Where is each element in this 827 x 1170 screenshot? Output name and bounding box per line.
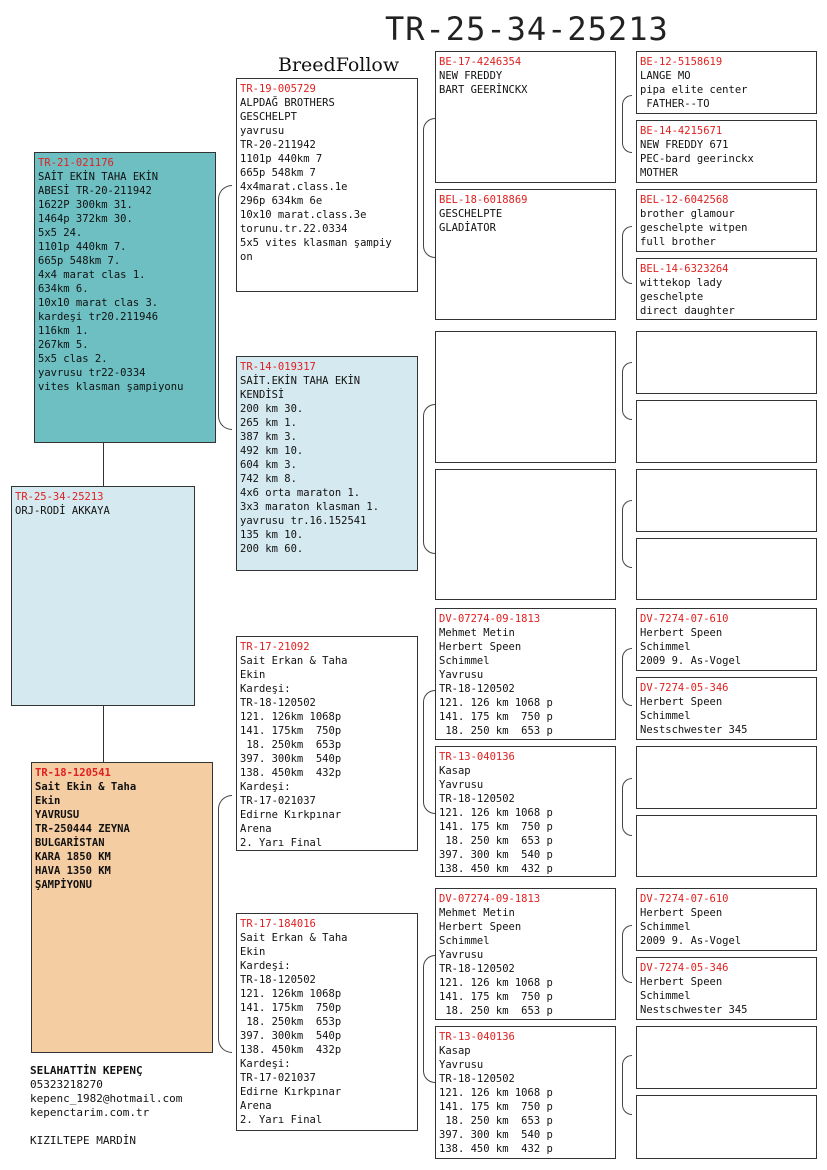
ring-number: DV-7274-05-346	[640, 682, 729, 694]
g4-card-2[interactable]	[636, 120, 817, 183]
info-line: 18. 250 km 653 p	[439, 835, 553, 847]
info-line: TR-18-120502	[439, 1073, 515, 1085]
info-line: PEC-bard geerinckx	[640, 153, 754, 165]
ring-number: TR-13-040136	[439, 1031, 515, 1043]
info-line: Kardeşi:	[240, 1058, 291, 1070]
g3-card-7[interactable]	[435, 888, 616, 1020]
info-line: Sait Ekin & Taha	[35, 781, 137, 793]
info-line: 141. 175 km 750 p	[439, 1101, 553, 1113]
brace-sire-parents	[218, 185, 232, 430]
info-line: 2. Yarı Final	[240, 837, 323, 849]
info-line: 634km 6.	[38, 283, 89, 295]
info-line: TR-18-120502	[240, 697, 316, 709]
g3-card-2[interactable]	[435, 189, 616, 320]
info-line: 18. 250km 653p	[240, 1016, 342, 1028]
ring-number: TR-18-120541	[35, 767, 111, 779]
ring-number: TR-17-184016	[240, 918, 316, 930]
info-line: 200 km 30.	[240, 403, 304, 415]
ring-number: DV-7274-05-346	[640, 962, 729, 974]
info-line: 200 km 60.	[240, 543, 304, 555]
g4-card-14[interactable]	[636, 957, 817, 1020]
info-line: Yavrusu	[439, 779, 484, 791]
info-line: TR-18-120502	[439, 683, 515, 695]
g4-card-6[interactable]	[636, 400, 817, 463]
info-line: Herbert Speen	[640, 696, 723, 708]
ring-number: DV-07274-09-1813	[439, 613, 541, 625]
info-line: brother glamour	[640, 208, 735, 220]
info-line: FATHER--TO	[640, 98, 710, 110]
brace-g3-8	[622, 1055, 632, 1115]
info-line: Arena	[240, 1100, 272, 1112]
info-line: KENDİSİ	[240, 389, 285, 401]
info-line: 116km 1.	[38, 325, 89, 337]
info-line: ŞAMPİYONU	[35, 879, 92, 891]
g3-card-3[interactable]	[435, 331, 616, 463]
info-line: 3x3 maraton klasman 1.	[240, 501, 380, 513]
info-line: 492 km 10.	[240, 445, 304, 457]
g4-card-5[interactable]	[636, 331, 817, 394]
ring-number: BEL-18-6018869	[439, 194, 528, 206]
info-line: 141. 175km 750p	[240, 725, 342, 737]
info-line: 18. 250km 653p	[240, 739, 342, 751]
g4-card-13[interactable]	[636, 888, 817, 951]
info-line: geschelpte	[640, 291, 704, 303]
info-line: 18. 250 km 653 p	[439, 1115, 553, 1127]
info-line: BULGARİSTAN	[35, 837, 105, 849]
info-line: 397. 300km 540p	[240, 753, 342, 765]
info-line: Mehmet Metin	[439, 907, 515, 919]
g4-card-12[interactable]	[636, 815, 817, 877]
info-line: 18. 250 km 653 p	[439, 725, 553, 737]
owner-location: KIZILTEPE MARDİN	[30, 1134, 136, 1147]
ring-number: BEL-14-6323264	[640, 263, 729, 275]
info-line: LANGE MO	[640, 70, 691, 82]
info-line: 4x6 orta maraton 1.	[240, 487, 361, 499]
info-line: 121. 126 km 1068 p	[439, 807, 553, 819]
info-line: 5x5 24.	[38, 227, 83, 239]
info-line: Nestschwester 345	[640, 724, 748, 736]
info-line: 141. 175 km 750 p	[439, 821, 553, 833]
connector-sire	[103, 443, 104, 486]
ring-number: BE-14-4215671	[640, 125, 723, 137]
info-line: 1464p 372km 30.	[38, 213, 133, 225]
g4-card-9[interactable]	[636, 608, 817, 671]
brace-g3-7	[622, 925, 632, 983]
brace-ds-parents	[423, 690, 435, 814]
ring-number: DV-07274-09-1813	[439, 893, 541, 905]
ring-number: BE-12-5158619	[640, 56, 723, 68]
info-line: Kardeşi:	[240, 960, 291, 972]
info-line: 141. 175 km 750 p	[439, 711, 553, 723]
ring-number: TR-19-005729	[240, 83, 316, 95]
brace-ss-parents	[423, 118, 435, 258]
g4-card-8[interactable]	[636, 538, 817, 600]
info-line: Edirne Kırkpınar	[240, 1086, 342, 1098]
ring-number: TR-25-34-25213	[15, 491, 104, 503]
info-line: 10x10 marat clas 3.	[38, 297, 159, 309]
info-line: 141. 175 km 750 p	[439, 991, 553, 1003]
info-line: Herbert Speen	[640, 627, 723, 639]
info-line: 138. 450km 432p	[240, 767, 342, 779]
info-line: Sait Erkan & Taha	[240, 655, 348, 667]
info-line: SAİT.EKİN TAHA EKİN	[240, 375, 361, 387]
ring-number: DV-7274-07-610	[640, 893, 729, 905]
info-line: GLADİATOR	[439, 222, 496, 234]
g4-card-7[interactable]	[636, 469, 817, 532]
brace-dd-parents	[423, 955, 435, 1083]
sire-card[interactable]	[34, 152, 216, 443]
g4-card-11[interactable]	[636, 746, 817, 809]
info-line: Mehmet Metin	[439, 627, 515, 639]
info-line: 1101p 440km 7	[240, 153, 323, 165]
g4-card-1[interactable]	[636, 51, 817, 114]
owner-website[interactable]: kepenctarim.com.tr	[30, 1106, 150, 1119]
g4-card-4[interactable]	[636, 258, 817, 320]
info-line: 387 km 3.	[240, 431, 297, 443]
info-line: Ekin	[240, 669, 266, 681]
pedigree-title: TR-25-34-25213	[385, 10, 669, 48]
brace-sd-parents	[423, 404, 435, 554]
info-line: 10x10 marat.class.3e	[240, 209, 367, 221]
connector-dam	[103, 706, 104, 762]
sire-dam-card[interactable]	[236, 356, 418, 571]
info-line: TR-17-021037	[240, 1072, 316, 1084]
info-line: Arena	[240, 823, 272, 835]
info-line: 121. 126km 1068p	[240, 711, 342, 723]
dam-sire-card[interactable]	[236, 636, 418, 851]
g3-card-4[interactable]	[435, 469, 616, 600]
ring-number: TR-14-019317	[240, 361, 316, 373]
info-line: ORJ-RODİ AKKAYA	[15, 505, 110, 517]
info-line: Schimmel	[640, 641, 691, 653]
g4-card-3[interactable]	[636, 189, 817, 252]
info-line: 397. 300 km 540 p	[439, 849, 553, 861]
info-line: Kasap	[439, 765, 471, 777]
sire-sire-card[interactable]	[236, 78, 418, 292]
info-line: 138. 450km 432p	[240, 1044, 342, 1056]
info-line: 2009 9. As-Vogel	[640, 935, 742, 947]
info-line: yavrusu tr22-0334	[38, 367, 146, 379]
info-line: 4x4 marat clas 1.	[38, 269, 146, 281]
info-line: yavrusu tr.16.152541	[240, 515, 367, 527]
info-line: HAVA 1350 KM	[35, 865, 111, 877]
g4-card-10[interactable]	[636, 677, 817, 740]
info-line: vites klasman şampiyonu	[38, 381, 184, 393]
info-line: 121. 126km 1068p	[240, 988, 342, 1000]
info-line: Yavrusu	[439, 1059, 484, 1071]
ring-number: TR-13-040136	[439, 751, 515, 763]
info-line: 135 km 10.	[240, 529, 304, 541]
info-line: wittekop lady	[640, 277, 723, 289]
info-line: TR-250444 ZEYNA	[35, 823, 130, 835]
owner-email[interactable]: kepenc_1982@hotmail.com	[30, 1092, 183, 1105]
info-line: SAİT EKİN TAHA EKİN	[38, 171, 159, 183]
info-line: 138. 450 km 432 p	[439, 863, 553, 875]
info-line: Kasap	[439, 1045, 471, 1057]
info-line: 5x5 vites klasman şampiy	[240, 237, 392, 249]
owner-phone: 05323218270	[30, 1078, 103, 1091]
info-line: ABESİ TR-20-211942	[38, 185, 152, 197]
info-line: Schimmel	[640, 990, 691, 1002]
info-line: 121. 126 km 1068 p	[439, 697, 553, 709]
brand-logo-text: BreedFollow	[278, 54, 400, 76]
info-line: 665p 548km 7	[240, 167, 316, 179]
info-line: NEW FREDDY 671	[640, 139, 729, 151]
g3-card-8[interactable]	[435, 1026, 616, 1159]
info-line: GESCHELPT	[240, 111, 297, 123]
info-line: 138. 450 km 432 p	[439, 1143, 553, 1155]
info-line: 4x4marat.class.1e	[240, 181, 348, 193]
info-line: direct daughter	[640, 305, 735, 317]
info-line: Edirne Kırkpınar	[240, 809, 342, 821]
info-line: YAVRUSU	[35, 809, 80, 821]
info-line: Ekin	[240, 946, 266, 958]
info-line: full brother	[640, 236, 716, 248]
info-line: Schimmel	[640, 710, 691, 722]
info-line: on	[240, 251, 253, 263]
subject-card[interactable]	[11, 486, 195, 706]
info-line: Schimmel	[439, 935, 490, 947]
info-line: TR-18-120502	[439, 963, 515, 975]
brace-g3-1	[622, 95, 632, 153]
info-line: TR-17-021037	[240, 795, 316, 807]
info-line: KARA 1850 KM	[35, 851, 111, 863]
info-line: GESCHELPTE	[439, 208, 503, 220]
spacer	[30, 1120, 182, 1134]
info-line: kardeşi tr20.211946	[38, 311, 159, 323]
dam-card[interactable]	[31, 762, 213, 1053]
info-line: Nestschwester 345	[640, 1004, 748, 1016]
info-line: 265 km 1.	[240, 417, 297, 429]
info-line: Herbert Speen	[640, 907, 723, 919]
owner-contact	[30, 1064, 182, 1148]
ring-number: DV-7274-07-610	[640, 613, 729, 625]
info-line: Schimmel	[640, 921, 691, 933]
g3-card-6[interactable]	[435, 746, 616, 877]
info-line: Kardeşi:	[240, 683, 291, 695]
brace-g3-6	[622, 778, 632, 836]
info-line: Herbert Speen	[439, 641, 522, 653]
info-line: 665p 548km 7.	[38, 255, 121, 267]
info-line: Herbert Speen	[439, 921, 522, 933]
info-line: 1101p 440km 7.	[38, 241, 127, 253]
info-line: Yavrusu	[439, 669, 484, 681]
dam-dam-card[interactable]	[236, 913, 418, 1131]
g4-card-16[interactable]	[636, 1095, 817, 1159]
info-line: BART GEERİNCKX	[439, 84, 528, 96]
info-line: Schimmel	[439, 655, 490, 667]
info-line: 604 km 3.	[240, 459, 297, 471]
info-line: yavrusu	[240, 125, 285, 137]
info-line: 121. 126 km 1068 p	[439, 977, 553, 989]
info-line: 121. 126 km 1068 p	[439, 1087, 553, 1099]
brace-g3-2	[622, 226, 632, 284]
info-line: Kardeşi:	[240, 781, 291, 793]
ring-number: TR-21-021176	[38, 157, 114, 169]
info-line: 1622P 300km 31.	[38, 199, 133, 211]
info-line: TR-18-120502	[240, 974, 316, 986]
info-line: 742 km 8.	[240, 473, 297, 485]
info-line: Herbert Speen	[640, 976, 723, 988]
brace-dam-parents	[218, 795, 232, 1053]
info-line: 141. 175km 750p	[240, 1002, 342, 1014]
info-line: 397. 300km 540p	[240, 1030, 342, 1042]
info-line: torunu.tr.22.0334	[240, 223, 348, 235]
ring-number: BE-17-4246354	[439, 56, 522, 68]
brace-g3-5	[622, 648, 632, 706]
g3-card-1[interactable]	[435, 51, 616, 183]
info-line: MOTHER	[640, 167, 678, 179]
info-line: 2. Yarı Final	[240, 1114, 323, 1126]
info-line: geschelpte witpen	[640, 222, 748, 234]
info-line: pipa elite center	[640, 84, 748, 96]
info-line: TR-18-120502	[439, 793, 515, 805]
info-line: 18. 250 km 653 p	[439, 1005, 553, 1017]
info-line: Yavrusu	[439, 949, 484, 961]
info-line: 296p 634km 6e	[240, 195, 323, 207]
info-line: NEW FREDDY	[439, 70, 503, 82]
owner-name: SELAHATTİN KEPENÇ	[30, 1064, 143, 1077]
g3-card-5[interactable]	[435, 608, 616, 740]
info-line: TR-20-211942	[240, 139, 316, 151]
brace-g3-3	[622, 362, 632, 420]
ring-number: TR-17-21092	[240, 641, 310, 653]
info-line: 2009 9. As-Vogel	[640, 655, 742, 667]
info-line: 397. 300 km 540 p	[439, 1129, 553, 1141]
info-line: ALPDAĞ BROTHERS	[240, 97, 335, 109]
info-line: 5x5 clas 2.	[38, 353, 108, 365]
g4-card-15[interactable]	[636, 1026, 817, 1089]
info-line: Sait Erkan & Taha	[240, 932, 348, 944]
brace-g3-4	[622, 500, 632, 568]
info-line: Ekin	[35, 795, 61, 807]
info-line: 267km 5.	[38, 339, 89, 351]
ring-number: BEL-12-6042568	[640, 194, 729, 206]
